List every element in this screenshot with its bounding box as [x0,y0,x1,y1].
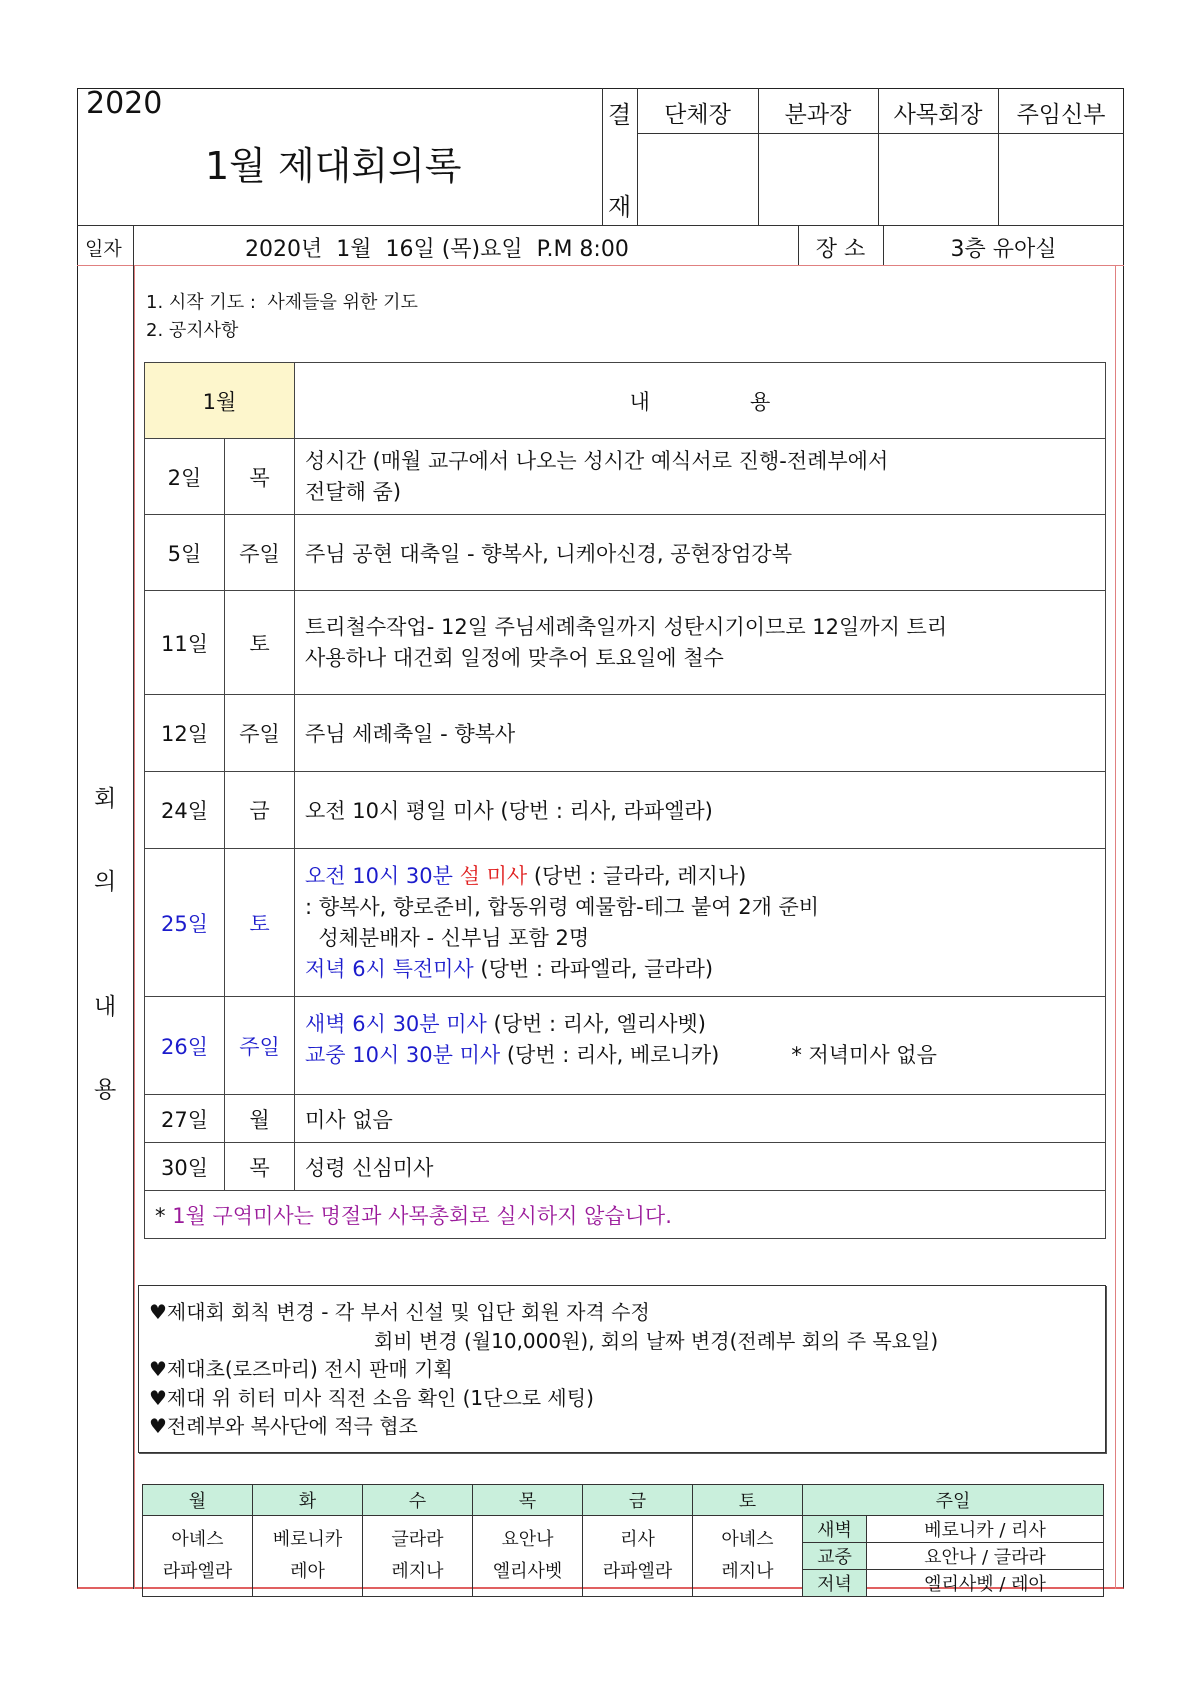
weekday-cell: 금 [225,772,295,849]
memo-item: ♥전례부와 복사단에 적극 협조 [149,1414,418,1438]
duty-cell: 글라라 레지나 [363,1516,473,1597]
table-row [145,997,1106,1095]
weekday-cell: 목 [225,1143,295,1191]
month-header: 1월 [145,363,295,439]
section-label-char: 내 [94,994,117,1020]
table-row [145,1143,1106,1191]
memo-item: ♥제대회 회칙 변경 - 각 부서 신설 및 입단 회원 자격 수정 [149,1300,650,1324]
approver-council-president: 사목회장 [893,102,983,128]
content-cell: 성령 신심미사 [295,1143,1106,1191]
table-row [145,695,1106,772]
memo-item: ♥제대초(로즈마리) 전시 판매 기획 [149,1357,453,1381]
day-header: 수 [363,1485,473,1516]
divider [77,225,1124,226]
content-cell: 새벽 6시 30분 미사 (당번 : 리사, 엘리사벳) 교중 10시 30분 미사 (당번 : 리사, 베로니카) * 저녁미사 없음 [295,997,1106,1095]
weekday-cell: 토 [225,849,295,997]
section-label-char: 의 [94,869,117,895]
day-cell: 2일 [145,439,225,515]
signature-box-1[interactable] [638,134,758,225]
table-row [145,591,1106,695]
approver-pastor: 주임신부 [1016,102,1106,128]
weekday-cell: 주일 [225,997,295,1095]
table-row [145,1095,1106,1143]
schedule-table [144,362,1106,1239]
day-header: 월 [143,1485,253,1516]
day-cell: 30일 [145,1143,225,1191]
approval-label-top: 결 [608,101,632,129]
duty-cell: 리사 라파엘라 [583,1516,693,1597]
content-cell: 미사 없음 [295,1095,1106,1143]
divider [77,265,1124,266]
day-cell: 27일 [145,1095,225,1143]
sunday-header: 주일 [803,1485,1104,1516]
date-value: 2020년 1월 16일 (목)요일 P.M 8:00 [245,237,629,262]
weekday-cell: 목 [225,439,295,515]
day-cell: 24일 [145,772,225,849]
sunday-mass-label: 교중 [803,1543,867,1570]
sunday-mass-label: 새벽 [803,1516,867,1543]
table-header-row [145,363,1106,439]
footnote-row [145,1191,1106,1239]
signature-box-2[interactable] [759,134,878,225]
duty-cell: 요안나 엘리사벳 [473,1516,583,1597]
duty-cell: 아녜스 라파엘라 [143,1516,253,1597]
duty-cell: 베로니카 레아 [253,1516,363,1597]
duty-header-row [143,1485,1104,1516]
day-cell: 5일 [145,515,225,591]
place-label: 장 소 [815,237,866,262]
day-cell: 11일 [145,591,225,695]
weekday-cell: 토 [225,591,295,695]
table-row [145,439,1106,515]
content-cell: 성시간 (매월 교구에서 나오는 성시간 예식서로 진행-전례부에서 전달해 줌) [295,439,1106,515]
agenda-item-notices: 2. 공지사항 [146,320,239,341]
day-header: 금 [583,1485,693,1516]
place-value: 3층 유아실 [950,237,1057,262]
section-label-char: 회 [94,786,117,812]
content-header: 내 용 [295,363,1106,439]
year-label: 2020 [86,86,163,121]
sunday-mass-label: 저녁 [803,1570,867,1597]
memo-item: ♥제대 위 히터 미사 직전 소음 확인 (1단으로 세팅) [149,1385,594,1410]
approver-head-of-group: 단체장 [664,102,731,128]
content-cell: 트리철수작업- 12일 주님세례축일까지 성탄시기이므로 12일까지 트리 사용하나 대건회 일정에 맞추어 토요일에 철수 [295,591,1106,695]
day-header: 토 [693,1485,803,1516]
date-label: 일자 [85,238,122,260]
day-cell: 26일 [145,997,225,1095]
page-title: 1월 제대회의록 [205,144,462,188]
signature-box-4[interactable] [999,134,1123,225]
weekday-cell: 월 [225,1095,295,1143]
sunday-mass-names: 베로니카 / 리사 [867,1516,1104,1543]
footnote-cell: * 1월 구역미사는 명절과 사목총회로 실시하지 않습니다. [145,1191,1106,1239]
sunday-mass-names: 요안나 / 글라라 [867,1543,1104,1570]
memo-box [138,1285,1106,1453]
content-cell: 오전 10시 평일 미사 (당번 : 리사, 라파엘라) [295,772,1106,849]
approval-label-bottom: 재 [608,193,632,221]
content-cell: 오전 10시 30분 설 미사 (당번 : 글라라, 레지나) : 향복사, 향로준비, 합동위령 예물함-테그 붙여 2개 준비 성체분배자 - 신부님 포함 2명 저녁 6시 특전미사 (당번 : 라파엘라, 글라라) [295,849,1106,997]
day-cell: 12일 [145,695,225,772]
divider [1115,265,1116,1589]
duty-cell: 아녜스 레지나 [693,1516,803,1597]
day-cell: 25일 [145,849,225,997]
table-row [145,515,1106,591]
day-header: 화 [253,1485,363,1516]
approver-division-head: 분과장 [784,102,852,128]
content-cell: 주님 세례축일 - 향복사 [295,695,1106,772]
signature-box-3[interactable] [879,134,998,225]
duty-roster-table [142,1484,1104,1597]
day-header: 목 [473,1485,583,1516]
agenda-item-opening-prayer: 1. 시작 기도 : 사제들을 위한 기도 [146,292,418,313]
weekday-cell: 주일 [225,695,295,772]
divider [134,265,135,1589]
table-row [145,772,1106,849]
section-label-char: 용 [94,1077,117,1103]
divider [602,88,603,225]
weekday-cell: 주일 [225,515,295,591]
memo-item: 회비 변경 (월10,000원), 회의 날짜 변경(전례부 회의 주 목요일) [374,1328,939,1353]
table-row [145,849,1106,997]
sunday-mass-names: 엘리사벳 / 레아 [867,1570,1104,1597]
content-cell: 주님 공현 대축일 - 향복사, 니케아신경, 공현장엄강복 [295,515,1106,591]
duty-row [143,1516,1104,1543]
